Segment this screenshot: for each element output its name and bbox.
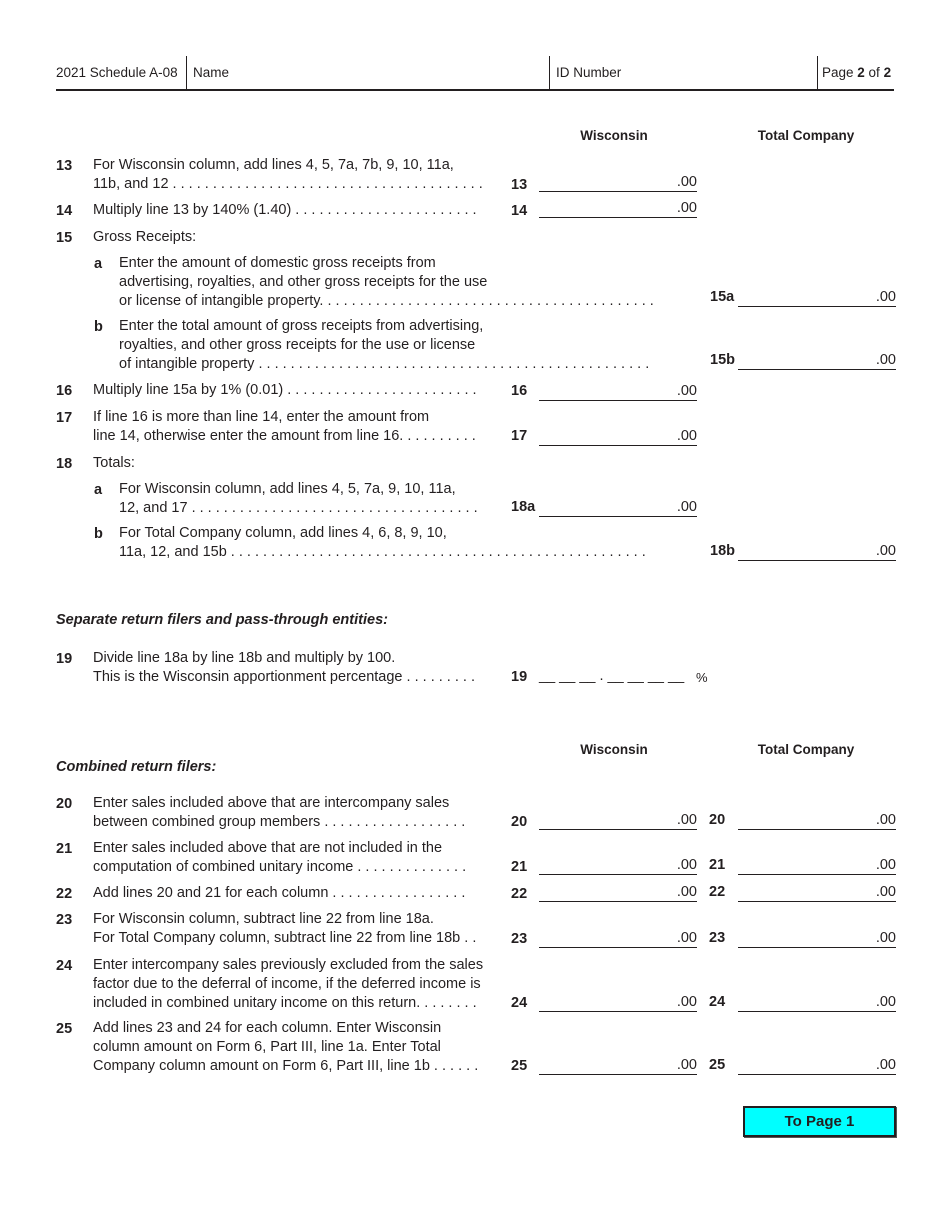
line-13-text: For Wisconsin column, add lines 4, 5, 7a, 7b, 9, 10, 11a, 11b, and 12 . . . . . . . . . . . . . . . . . . . . . . . . . . . . . . . . . . . . . . . (93, 157, 483, 192)
line-14-text: Multiply line 13 by 140% (1.40) . . . . . . . . . . . . . . . . . . . . . . . (93, 202, 477, 218)
line-19-percentage-input[interactable]: __ __ __ . __ __ __ __ (539, 668, 685, 684)
line-19-ref: 19 (511, 669, 528, 685)
line-16-ref: 16 (511, 383, 528, 399)
line-18b-total-input[interactable]: .00 (738, 541, 896, 561)
line-17-wisconsin-input[interactable]: .00 (539, 426, 697, 446)
line-22-number: 22 (56, 886, 73, 902)
line-21-ref: 21 (511, 859, 528, 875)
line-16-wisconsin-input[interactable]: .00 (539, 381, 697, 401)
line-19-text: Divide line 18a by line 18b and multiply by 100. This is the Wisconsin apportionment percentage . . . . . . . . . (93, 650, 476, 685)
line-14-ref: 14 (511, 203, 528, 219)
line-25-text: Add lines 23 and 24 for each column. Enter Wisconsin column amount on Form 6, Part III, line 1a. Enter Total Company column amount on Form 6, Part III, line 1b . . . . . . (93, 1020, 479, 1074)
line-23-number: 23 (56, 912, 73, 928)
line-25-ref: 25 (511, 1058, 528, 1074)
line-17-ref: 17 (511, 428, 528, 444)
line-18a-letter: a (94, 482, 103, 498)
to-page-1-button[interactable]: To Page 1 (743, 1106, 896, 1137)
line-13-ref: 13 (511, 177, 528, 193)
line-25-number: 25 (56, 1021, 73, 1037)
total-company-column-header: Total Company (757, 128, 855, 143)
line-15a-letter: a (94, 256, 103, 272)
line-17-text: If line 16 is more than line 14, enter the amount from line 14, otherwise enter the amount from line 16. . . . . . . . . . (93, 409, 476, 444)
line-14-number: 14 (56, 203, 73, 219)
line-13-number: 13 (56, 158, 73, 174)
line-15b-text: Enter the total amount of gross receipts from advertising, royalties, and other gross receipts for the use or license of intangible property . . . . . . . . . . . . . . . . . . . . . . . . . . . . . . . . . . . . . . . . . . . . . . . . . (119, 318, 650, 372)
line-17-number: 17 (56, 410, 73, 426)
line-18a-text: For Wisconsin column, add lines 4, 5, 7a, 9, 10, 11a, 12, and 17 . . . . . . . . . . . . . . . . . . . . . . . . . . . . . . . . . . . . (119, 481, 478, 516)
line-21-wisconsin-input[interactable]: .00 (539, 855, 697, 875)
name-label: Name (193, 65, 230, 80)
line-23-wisconsin-input[interactable]: .00 (539, 928, 697, 948)
line-24-ref: 24 (511, 995, 528, 1011)
header-divider (549, 56, 550, 90)
header-divider (186, 56, 187, 90)
line-22-wisconsin-input[interactable]: .00 (539, 882, 697, 902)
line-21-text: Enter sales included above that are not included in the computation of combined unitary income . . . . . . . . . . . . . . (93, 840, 467, 875)
line-22-text: Add lines 20 and 21 for each column . . . . . . . . . . . . . . . . . (93, 885, 466, 901)
line-15-text: Gross Receipts: (93, 229, 197, 245)
line-15b-letter: b (94, 319, 103, 335)
line-15b-ref: 15b (710, 352, 735, 368)
line-20-wisconsin-input[interactable]: .00 (539, 810, 697, 830)
line-20-number: 20 (56, 796, 73, 812)
line-21-ref-total: 21 (709, 857, 726, 873)
header-rule (56, 89, 894, 91)
line-18b-ref: 18b (710, 543, 735, 559)
line-16-text: Multiply line 15a by 1% (0.01) . . . . . . . . . . . . . . . . . . . . . . . . (93, 382, 477, 398)
line-24-number: 24 (56, 958, 73, 974)
wisconsin-column-header-combined: Wisconsin (580, 742, 648, 757)
line-15a-text: Enter the amount of domestic gross receipts from advertising, royalties, and other gross receipts for the use or license of intangible property. . . . . . . . . . . . . . . . . . . . . . . . . . . . . . . . . . . . . . . . . . (119, 255, 654, 309)
id-number-label: ID Number (556, 65, 622, 80)
line-13-wisconsin-input[interactable]: .00 (539, 172, 697, 192)
line-24-total-input[interactable]: .00 (738, 992, 896, 1012)
line-20-text: Enter sales included above that are intercompany sales between combined group members . . . . . . . . . . . . . . . . . . (93, 795, 466, 830)
line-21-number: 21 (56, 841, 73, 857)
total-company-column-header-combined: Total Company (757, 742, 855, 757)
line-25-total-input[interactable]: .00 (738, 1055, 896, 1075)
line-18a-ref: 18a (511, 499, 536, 515)
line-24-text: Enter intercompany sales previously excluded from the sales factor due to the deferral of income, if the deferred income is included in combined unitary income on this return. . . . . . . . (93, 957, 484, 1011)
line-25-ref-total: 25 (709, 1057, 726, 1073)
combined-filers-heading: Combined return filers: (56, 759, 217, 775)
line-15a-total-input[interactable]: .00 (738, 287, 896, 307)
line-18b-text: For Total Company column, add lines 4, 6, 8, 9, 10, 11a, 12, and 15b . . . . . . . . . . . . . . . . . . . . . . . . . . . . . . . . . . . . . . . . . . . . . . . . . . . . (119, 525, 646, 560)
separate-filers-heading: Separate return filers and pass-through entities: (56, 612, 388, 628)
line-23-ref: 23 (511, 931, 528, 947)
line-20-total-input[interactable]: .00 (738, 810, 896, 830)
percent-sign: % (696, 670, 708, 685)
form-title: 2021 Schedule A-08 (56, 65, 178, 80)
line-18-text: Totals: (93, 455, 135, 471)
header-divider (817, 56, 818, 90)
line-22-ref: 22 (511, 886, 528, 902)
line-18b-letter: b (94, 526, 103, 542)
line-15b-total-input[interactable]: .00 (738, 350, 896, 370)
line-18a-wisconsin-input[interactable]: .00 (539, 497, 697, 517)
line-22-total-input[interactable]: .00 (738, 882, 896, 902)
line-23-total-input[interactable]: .00 (738, 928, 896, 948)
line-15-number: 15 (56, 230, 73, 246)
line-20-ref-total: 20 (709, 812, 726, 828)
line-24-ref-total: 24 (709, 994, 726, 1010)
line-20-ref: 20 (511, 814, 528, 830)
line-15a-ref: 15a (710, 289, 735, 305)
line-23-text: For Wisconsin column, subtract line 22 from line 18a. For Total Company column, subtract line 22 from line 18b . . (93, 911, 477, 946)
line-21-total-input[interactable]: .00 (738, 855, 896, 875)
line-22-ref-total: 22 (709, 884, 726, 900)
line-19-number: 19 (56, 651, 73, 667)
line-16-number: 16 (56, 383, 73, 399)
wisconsin-column-header: Wisconsin (580, 128, 648, 143)
line-18-number: 18 (56, 456, 73, 472)
line-25-wisconsin-input[interactable]: .00 (539, 1055, 697, 1075)
line-23-ref-total: 23 (709, 930, 726, 946)
page-indicator: Page 2 of 2 (822, 65, 892, 80)
line-14-wisconsin-input[interactable]: .00 (539, 198, 697, 218)
line-24-wisconsin-input[interactable]: .00 (539, 992, 697, 1012)
